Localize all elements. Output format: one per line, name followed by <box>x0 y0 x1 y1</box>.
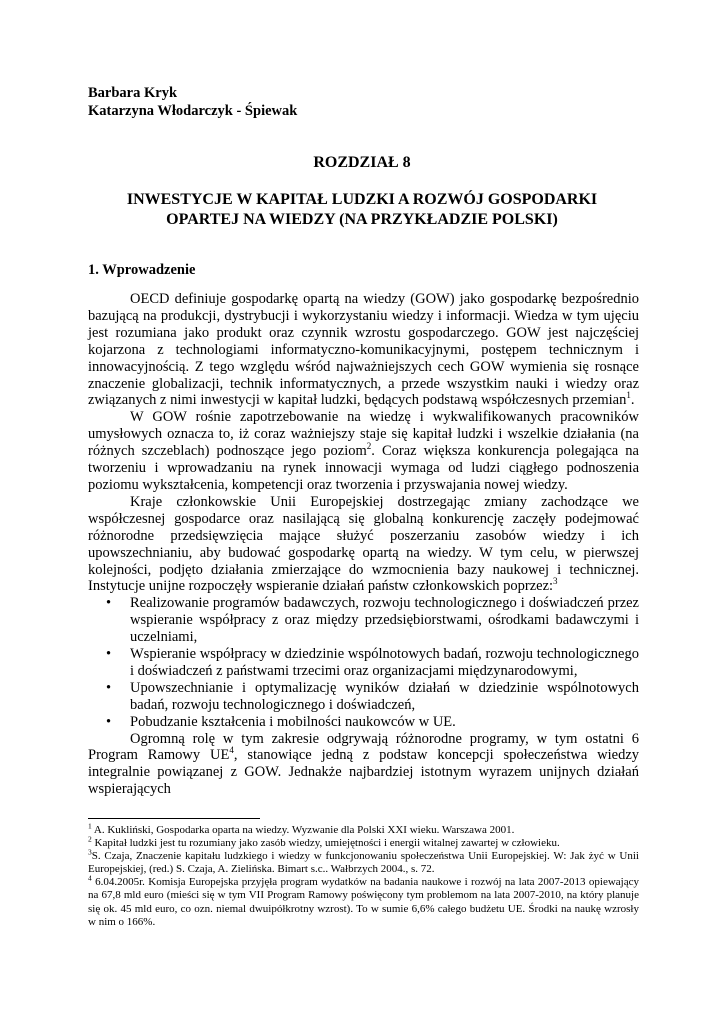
paragraph <box>88 409 639 494</box>
footnote-text: A. Kukliński, Gospodarka oparta na wiedzy. Wyzwanie dla Polski XXI wieku. Warszawa 2001. <box>91 824 515 836</box>
chapter-title-line: INWESTYCJE W KAPITAŁ LUDZKI A ROZWÓJ GOSPODARKI <box>126 191 598 208</box>
list-item <box>88 646 639 680</box>
body-text <box>88 291 639 798</box>
footnotes <box>88 821 639 929</box>
paragraph-text: , stanowiące jedną z podstaw koncepcji społeczeństwa wiedzy integralnie powiązanej z GOW. Jednakże najbardziej istotnym wyrazem unijnych działań wspierających <box>88 747 640 798</box>
list-item-text: Realizowanie programów badawczych, rozwoju technologicznego i doświadczeń przez wspieranie współpracy z oraz między przedsiębiorstwami, ośrodkami badawczymi i uczelniami, <box>130 595 639 646</box>
footnote-number: 3 <box>88 847 92 857</box>
bullet-icon: • <box>106 646 112 663</box>
paragraph-text: W GOW rośnie zapotrzebowanie na wiedzę i wykwalifikowanych pracowników umysłowych oznacza to, iż coraz ważniejszy staje się kapitał ludzki i wszelkie działania (na różnych szczeblach) podnoszące jego poziom <box>88 409 639 460</box>
footnote-ref: 4 <box>229 745 234 756</box>
bullet-list <box>88 595 639 730</box>
list-item-text: Wspieranie współpracy w dziedzinie wspólnotowych badań, rozwoju technologicznego i doświadczeń z państwami trzecimi oraz organizacjami międzynarodowymi, <box>130 646 639 679</box>
author-name: Katarzyna Włodarczyk - Śpiewak <box>88 103 298 119</box>
footnote-number: 2 <box>88 834 92 844</box>
list-item <box>88 714 639 731</box>
bullet-icon: • <box>106 595 112 612</box>
footnote-text: Kapitał ludzki jest tu rozumiany jako zasób wiedzy, umiejętności i energii witalnej zawartej w człowieku. <box>91 837 560 850</box>
footnote <box>88 821 639 837</box>
footnote-text: 6.04.2005r. Komisja Europejska przyjęła program wydatków na badania naukowe i rozwój na lata 2007-2013 opiewający na 67,8 mld euro (mieści się w tym VII Program Ramowy poświęcony tym problemom na lata 2007-2010, na który planuje się ok. 45 mld euro, co ozn. niemal dwuipółkrotny wzrost). To w sumie 6,6% całego budżetu UE. Środki na naukę wzrosły w nim o 166%. <box>88 876 639 928</box>
footnote <box>88 847 639 876</box>
chapter-title <box>0 190 724 230</box>
footnote-ref: 3 <box>553 576 558 587</box>
list-item-text: Pobudzanie kształcenia i mobilności naukowców w UE. <box>130 713 456 730</box>
bullet-icon: • <box>106 713 112 730</box>
paragraph <box>88 731 639 799</box>
footnote-ref: 2 <box>366 441 372 452</box>
chapter-title-line: OPARTEJ NA WIEDZY (NA PRZYKŁADZIE POLSKI) <box>166 211 558 228</box>
paragraph-text: Kraje członkowskie Unii Europejskiej dostrzegając zmiany zachodzące we współczesnej gospodarce oraz nasilającą się globalną konkurencję zaczęły podejmować różnorodne przedsięwzięcia mające służyć poszerzaniu zasobów wiedzy i ich upowszechnianiu, aby budować gospodarkę opartą na wiedzy. W tym celu, w pierwszej kolejności, podjęto działania zmierzające do wzmocnienia bazy naukowej i technicznej. Instytucje unijne rozpoczęły wspieranie działań państw członkowskich poprzez: <box>88 493 639 595</box>
authors-block <box>88 84 297 120</box>
author-name: Barbara Kryk <box>88 85 178 101</box>
chapter-label: ROZDZIAŁ 8 <box>313 154 411 171</box>
footnote-text: S. Czaja, Znaczenie kapitału ludzkiego i wiedzy w funkcjonowaniu społeczeństwa Unii Europejskiej. W: Jak żyć w Unii Europejskiej, (red.) S. Czaja, A. Zielińska. Bimart s.c.. Wałbrzych 2004., s. 72. <box>88 850 639 876</box>
footnote-ref: 1 <box>626 390 631 401</box>
paragraph-text: OECD definiuje gospodarkę opartą na wiedzy (GOW) jako gospodarkę bezpośrednio bazującą na produkcji, dystrybucji i wykorzystaniu wiedzy i informacji. Wiedza w tym ujęciu jest rozumiana jako produkt oraz czynnik wzrostu gospodarczego. GOW jest najczęściej kojarzona z technologiami informatyczno-komunikacyjnymi, postępem technicznym i innowacyjnością. Z tego względu wśród najważniejszych cech GOW wymienia się rosnące znaczenie globalizacji, technik informatycznych, a przede wszystkim nauki i wiedzy oraz związanych z nimi inwestycji w kapitał ludzki, będących podstawą współczesnych przemian <box>88 291 639 409</box>
paragraph <box>88 494 639 595</box>
footnote-number: 1 <box>88 821 92 831</box>
section-heading: 1. Wprowadzenie <box>88 262 196 278</box>
list-item <box>88 680 639 714</box>
footnote <box>88 834 639 850</box>
paragraph-text: . <box>630 392 635 409</box>
bullet-icon: • <box>106 679 112 696</box>
paragraph-text: Ogromną rolę w tym zakresie odgrywają różnorodne programy, w tym ostatni 6 Program Ramowy UE <box>88 730 639 764</box>
paragraph-text: . Coraz większa konkurencja polegająca na tworzeniu i wprowadzaniu na rynek innowacji wymaga od ludzi ciągłego podnoszenia poziomu wykształcenia, kompetencji oraz tworzenia i przyswajania nowej wiedzy. <box>88 443 639 493</box>
list-item <box>88 595 639 646</box>
list-item-text: Upowszechnianie i optymalizację wyników działań w dziedzinie wspólnotowych badań, rozwoju technologicznego i doświadczeń, <box>130 679 639 713</box>
footnote-separator <box>88 818 260 819</box>
footnote-number: 4 <box>88 873 92 883</box>
footnote <box>88 873 639 928</box>
paragraph <box>88 291 639 409</box>
